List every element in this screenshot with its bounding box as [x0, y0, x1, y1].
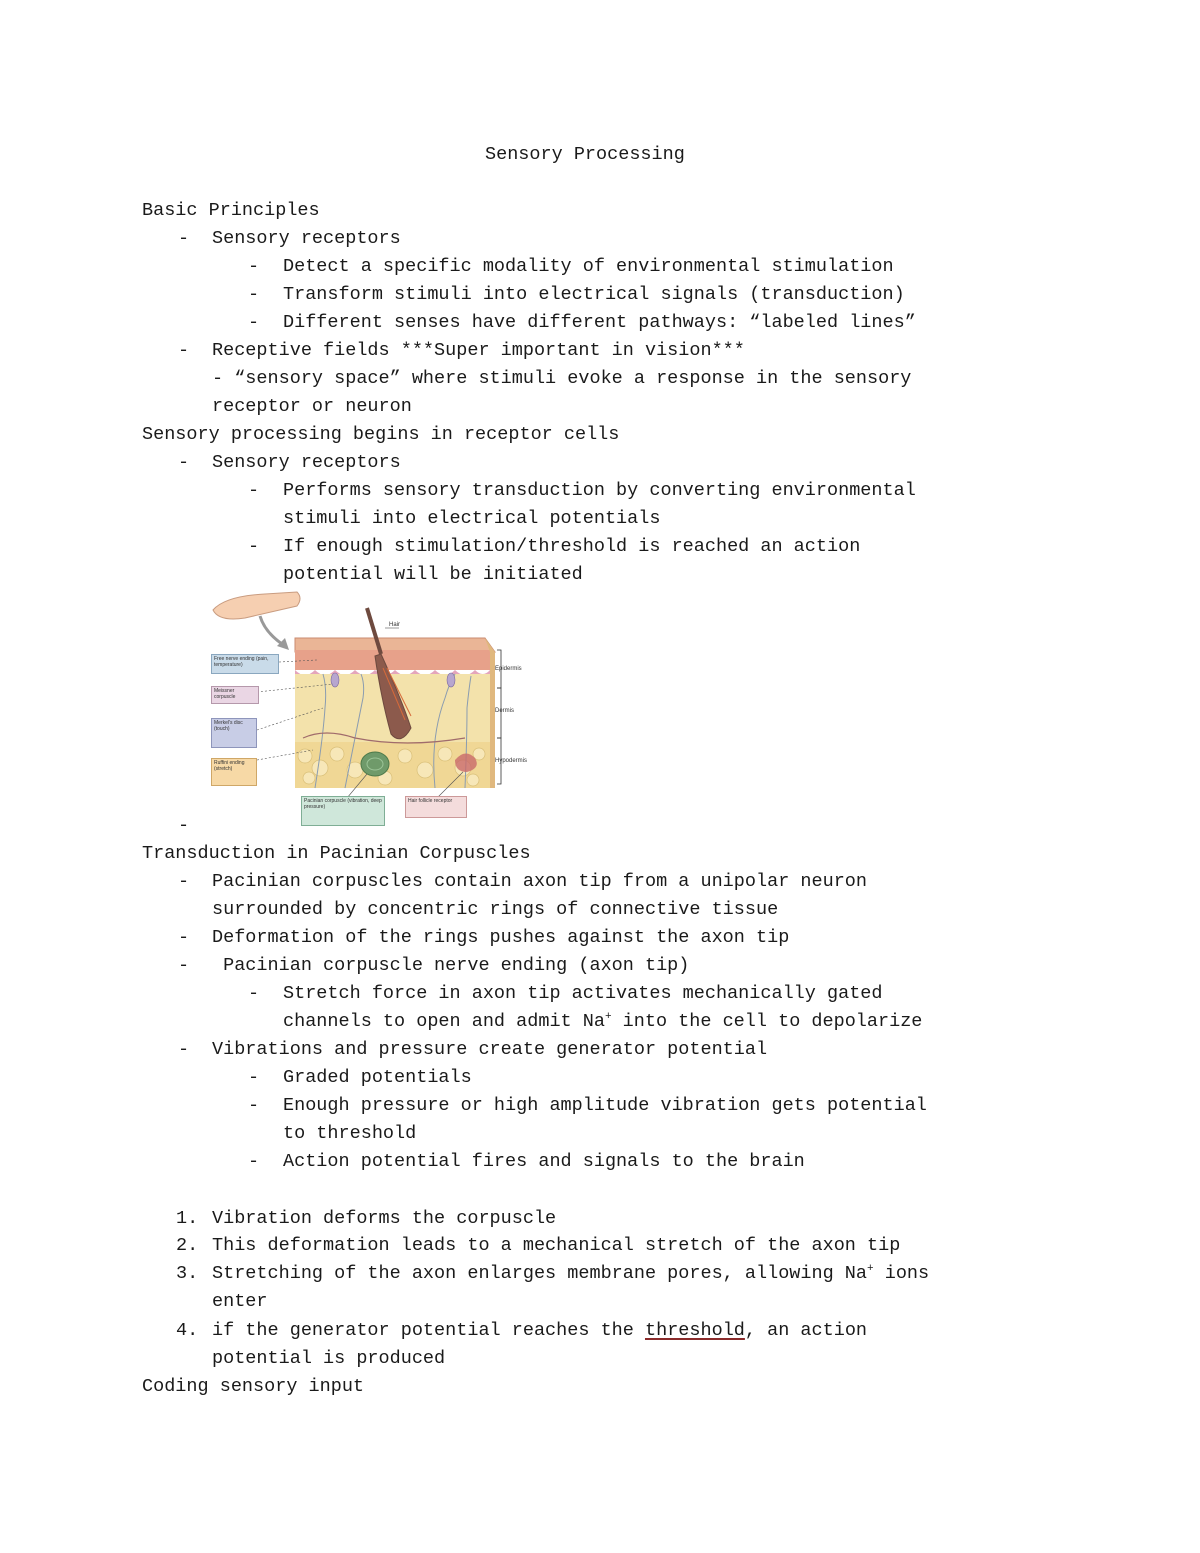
- list-item: potential is produced: [212, 1348, 446, 1369]
- bullet: -: [178, 871, 190, 892]
- bullet: -: [248, 1067, 260, 1088]
- section-heading-basic: Basic Principles: [142, 200, 320, 221]
- merkel-disc-label: Merkel's disc (touch): [211, 718, 257, 748]
- text-run: if the generator potential reaches the: [212, 1320, 645, 1341]
- ruffini-ending-label: Ruffini ending (stretch): [211, 758, 257, 786]
- bullet: -: [248, 312, 260, 333]
- section-heading-receptor: Sensory processing begins in receptor cells: [142, 424, 620, 445]
- list-item: potential will be initiated: [283, 564, 583, 585]
- text-run: , an action: [744, 1320, 868, 1341]
- superscript: +: [867, 1263, 874, 1275]
- list-item: Vibrations and pressure create generator potential: [212, 1039, 768, 1060]
- step-number: 1.: [176, 1208, 199, 1229]
- bullet: -: [248, 256, 260, 277]
- list-item: Vibration deforms the corpuscle: [212, 1208, 557, 1229]
- pacinian-corpuscle-label: Pacinian corpuscle (vibration, deep pressure): [301, 796, 385, 826]
- step-number: 2.: [176, 1235, 199, 1256]
- list-item: to threshold: [283, 1123, 417, 1144]
- list-item: Pacinian corpuscles contain axon tip from a unipolar neuron: [212, 871, 868, 892]
- list-item: If enough stimulation/threshold is reached an action: [283, 536, 861, 557]
- bullet: -: [178, 927, 190, 948]
- list-item: Different senses have different pathways: “labeled lines”: [283, 312, 916, 333]
- arrow-icon: [260, 616, 285, 646]
- list-item: Receptive fields ***Super important in vision***: [212, 340, 745, 361]
- list-item: This deformation leads to a mechanical stretch of the axon tip: [212, 1235, 901, 1256]
- text-run: channels to open and admit Na: [283, 1011, 605, 1032]
- list-item: Sensory receptors: [212, 228, 401, 249]
- list-item: Detect a specific modality of environmental stimulation: [283, 256, 894, 277]
- bullet: -: [248, 536, 260, 557]
- hair-label: Hair: [389, 622, 401, 628]
- bullet: -: [178, 1039, 190, 1060]
- list-item: receptor or neuron: [212, 396, 412, 417]
- free-nerve-ending-label: Free nerve ending (pain, temperature): [211, 654, 279, 674]
- list-item: [212, 1320, 867, 1342]
- list-item: surrounded by concentric rings of connective tissue: [212, 899, 779, 920]
- superscript: +: [604, 1011, 612, 1023]
- hair-follicle-label: Hair follicle receptor: [405, 796, 467, 818]
- section-heading-transduction: Transduction in Pacinian Corpuscles: [142, 843, 531, 864]
- bullet: -: [248, 284, 260, 305]
- page-title: Sensory Processing: [485, 144, 685, 165]
- text-run: Stretching of the axon enlarges membrane pores, allowing Na: [212, 1263, 868, 1284]
- list-item: Action potential fires and signals to the brain: [283, 1151, 805, 1172]
- bullet: -: [248, 1151, 260, 1172]
- list-item: Deformation of the rings pushes against the axon tip: [212, 927, 790, 948]
- list-item: enter: [212, 1291, 268, 1312]
- text-run: ions: [873, 1263, 930, 1284]
- list-item: [212, 1263, 929, 1285]
- list-item: Enough pressure or high amplitude vibration gets potential: [283, 1095, 927, 1116]
- skin-receptors-figure: [205, 588, 545, 830]
- list-item: Stretch force in axon tip activates mechanically gated: [283, 983, 883, 1004]
- step-number: 4.: [176, 1320, 199, 1341]
- bullet: -: [178, 452, 190, 473]
- bullet: -: [178, 340, 190, 361]
- bullet: -: [248, 480, 260, 501]
- fingertip-icon: [213, 592, 300, 619]
- meissner-corpuscle-label: Meissner corpuscle: [211, 686, 259, 704]
- list-item: Sensory receptors: [212, 452, 401, 473]
- bullet: -: [248, 983, 260, 1004]
- threshold-annotation: threshold: [644, 1320, 745, 1341]
- bullet: -: [178, 815, 190, 836]
- bullet: -: [178, 955, 190, 976]
- list-item: Performs sensory transduction by converting environmental: [283, 480, 916, 501]
- list-item: - “sensory space” where stimuli evoke a response in the sensory: [212, 368, 912, 389]
- bullet: -: [178, 228, 190, 249]
- dermis-label: Dermis: [495, 708, 514, 714]
- hypodermis-label: Hypodermis: [495, 758, 528, 764]
- section-heading-coding: Coding sensory input: [142, 1376, 365, 1397]
- list-item: Graded potentials: [283, 1067, 472, 1088]
- list-item: Transform stimuli into electrical signals (transduction): [283, 284, 905, 305]
- list-item: Pacinian corpuscle nerve ending (axon tip): [212, 955, 690, 976]
- step-number: 3.: [176, 1263, 199, 1284]
- epidermis-label: Epidermis: [495, 666, 522, 672]
- skin-cross-section-illustration: [205, 588, 545, 830]
- list-item: [283, 1011, 922, 1033]
- text-run: into the cell to depolarize: [611, 1011, 923, 1032]
- list-item: stimuli into electrical potentials: [283, 508, 661, 529]
- bullet: -: [248, 1095, 260, 1116]
